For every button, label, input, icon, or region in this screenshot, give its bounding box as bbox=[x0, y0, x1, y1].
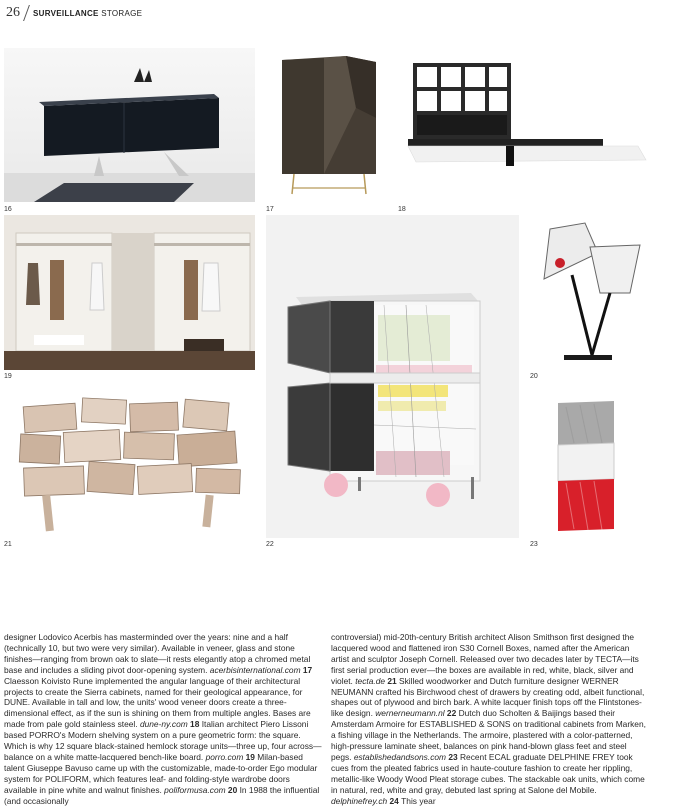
source-url: wernerneumann.nl bbox=[375, 708, 445, 719]
source-url: poliformusa.com bbox=[164, 784, 226, 795]
header-slash-divider bbox=[23, 5, 30, 21]
photo-21-birchwood-chest bbox=[4, 383, 255, 538]
page-number: 26 bbox=[6, 5, 20, 20]
body-text-segment: designer Lodovico Acerbis has masterminded over the years: nine and a half (technically 10, but two were very similar). Available in veneer, glass and stone finishes—ranging from brown oak to slate—it rests elegantly atop a chromed metal base and includes a sliding pivot door-opening system. bbox=[4, 632, 311, 675]
entry-number: 21 bbox=[385, 675, 400, 686]
caption-21: 21 bbox=[4, 541, 12, 548]
section-title bbox=[33, 9, 142, 18]
photo-22-armoire bbox=[266, 215, 519, 538]
source-url: establishedandsons.com bbox=[353, 751, 447, 762]
body-text-segment: In 1988 the influential (and occasionally bbox=[4, 784, 320, 806]
source-url: tecta.de bbox=[355, 675, 386, 686]
caption-17: 17 bbox=[266, 206, 274, 213]
caption-16: 16 bbox=[4, 206, 12, 213]
entry-number: 23 bbox=[446, 751, 460, 762]
photo-17-cabinet bbox=[266, 48, 391, 202]
birchwood-chest-illustration bbox=[4, 383, 255, 538]
entry-number: 24 bbox=[387, 795, 402, 806]
source-url: dune-ny.com bbox=[139, 719, 188, 730]
entry-number: 17 bbox=[300, 664, 313, 675]
caption-20: 20 bbox=[530, 373, 538, 380]
body-text-left-column bbox=[4, 632, 322, 807]
photo-16-sideboard bbox=[4, 48, 255, 202]
body-text-segment: This year bbox=[401, 795, 436, 806]
body-text-segment: controversial) mid-20th-century British architect Alison Smithson first designed the lacquered wood and flattened iron S30 Cornell Boxes, named after the American artist and sculptor Joseph Cornell. Released over two decades later by TECTA—its first serial production ever—the boxes are available in red, white, black, silver and violet. bbox=[331, 632, 639, 686]
caption-18: 18 bbox=[398, 206, 406, 213]
cabinet-illustration bbox=[266, 48, 391, 202]
wardrobe-illustration bbox=[4, 215, 255, 370]
section-title-bold: SURVEILLANCE bbox=[33, 8, 99, 18]
entry-number: 18 bbox=[187, 719, 202, 730]
shelving-illustration bbox=[398, 48, 656, 202]
source-url: acerbisinternational.com bbox=[209, 664, 301, 675]
armoire-illustration bbox=[266, 215, 519, 538]
body-text-segment: Italian architect Piero Lissoni based PORRO's Modern shelving system on a pure geometric form: the square. Which is why 12 square black-stained hemlock storage units—three up, four across—balance on a white matte-lacquered bench-like board. bbox=[4, 719, 322, 762]
entry-number: 22 bbox=[444, 708, 459, 719]
cornell-boxes-illustration bbox=[530, 215, 655, 369]
body-text-segment: Recent ECAL graduate DELPHINE FREY took cues from the pleated fabrics used in haute-couture fashion to create her rippling, metallic-like Woody Wood Pleat storage cubes. The stackable oak units, which come in natural, red, white and gray, debuted last spring at Salone del Mobile. bbox=[331, 751, 645, 795]
sideboard-illustration bbox=[4, 48, 255, 202]
pleat-cubes-illustration bbox=[530, 383, 651, 538]
body-text-segment: Skilled woodworker and Dutch furniture designer WERNER NEUMANN crafted his Birchwood chest of drawers by creating odd, albeit functional, shapes out of plywood and birch bark. A white lacquer finish tops off the Flintstones-like design. bbox=[331, 675, 645, 719]
body-text-segment: Milan-based talent Giuseppe Bavuso came up with the customizable, made-to-order Ego modular system for POLIFORM, which features leaf- and folding-style wardrobe doors available in pine white and walnut finishes. bbox=[4, 751, 318, 795]
entry-number: 19 bbox=[243, 751, 258, 762]
body-text-segment: Dutch duo Scholten & Baijings based their Amsterdam Armoire for ESTABLISHED & SONS on traditional cabinets from Marken, a fishing village in the Netherlands. The armoire, plastered with a color-patterned, high-pressure laminate sheet, balances on pink hand-blown glass feet and steel pegs. bbox=[331, 708, 646, 762]
caption-22: 22 bbox=[266, 541, 274, 548]
body-text-segment: Claesson Koivisto Rune implemented the angular language of their architectural projects to create the Sierra cabinets, named for their geological appearance, for DUNE. Available in tall and low, the units' wood veneer doors create a three-dimensional effect, as if the sun is shining on them from multiple angles. Bases are made from pale gold stainless steel. bbox=[4, 675, 311, 730]
photo-18-shelving bbox=[398, 48, 656, 202]
caption-19: 19 bbox=[4, 373, 12, 380]
section-title-light: STORAGE bbox=[101, 8, 143, 18]
source-url: delphinefrey.ch bbox=[331, 795, 388, 806]
photo-19-wardrobe bbox=[4, 215, 255, 370]
entry-number: 20 bbox=[225, 784, 240, 795]
page-header bbox=[6, 4, 142, 22]
source-url: porro.com bbox=[205, 751, 244, 762]
caption-23: 23 bbox=[530, 541, 538, 548]
photo-20-cornell-boxes bbox=[530, 215, 655, 369]
body-text-right-column bbox=[331, 632, 649, 807]
photo-23-pleat-cubes bbox=[530, 383, 651, 538]
